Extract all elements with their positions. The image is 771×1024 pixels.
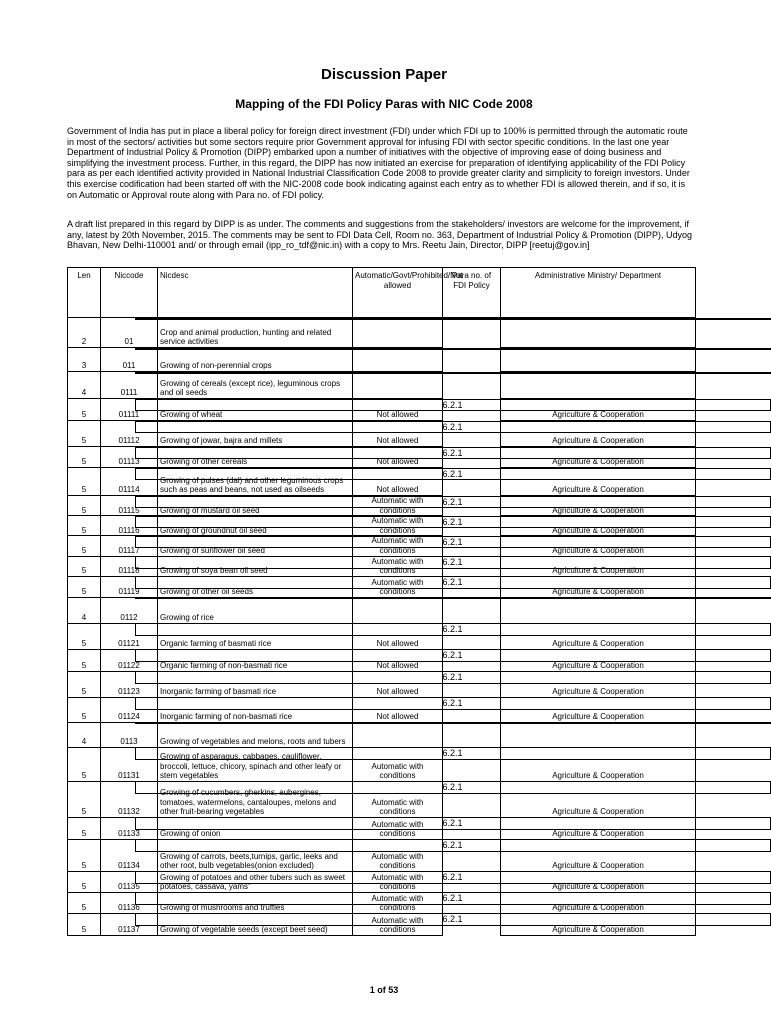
cell-nicdesc: Growing of vegetables and melons, roots and tubers: [158, 722, 353, 747]
cell-department: [501, 597, 696, 623]
cell-len: 5: [68, 576, 101, 597]
cell-para: 6.2.1: [135, 913, 771, 926]
cell-status: Not allowed: [353, 623, 443, 649]
table-row: [68, 697, 696, 722]
cell-department: Agriculture & Cooperation: [501, 623, 696, 649]
cell-len: 5: [68, 468, 101, 496]
cell-niccode: 01123: [101, 671, 158, 697]
cell-department: Agriculture & Cooperation: [501, 781, 696, 817]
page-title: Discussion Paper: [321, 66, 447, 83]
cell-len: 5: [68, 399, 101, 421]
cell-niccode: 01119: [101, 576, 158, 597]
cell-department: Agriculture & Cooperation: [501, 536, 696, 556]
cell-len: 5: [68, 817, 101, 839]
cell-nicdesc: Growing of cucumbers, gherkins, aubergines, tomatoes, watermelons, cantaloupes, melons and other fruit-bearing vegetables: [158, 781, 353, 817]
cell-department: [501, 318, 696, 348]
cell-status: Not allowed: [353, 421, 443, 447]
cell-len: 5: [68, 649, 101, 671]
header-department: Administrative Ministry/ Department: [501, 268, 696, 318]
cell-status: Not allowed: [353, 447, 443, 468]
cell-niccode: 01114: [101, 468, 158, 496]
cell-len: 5: [68, 892, 101, 913]
cell-len: 5: [68, 671, 101, 697]
cell-niccode: 01115: [101, 496, 158, 516]
header-para: Para no. of FDI Policy: [443, 268, 501, 318]
cell-niccode: 01124: [101, 697, 158, 722]
cell-niccode: 01112: [101, 421, 158, 447]
cell-department: Agriculture & Cooperation: [501, 671, 696, 697]
cell-status: Automatic with conditions: [353, 892, 443, 913]
cell-status: Automatic with conditions: [353, 781, 443, 817]
cell-nicdesc: Organic farming of basmati rice: [158, 623, 353, 649]
cell-department: Agriculture & Cooperation: [501, 649, 696, 671]
cell-niccode: 01137: [101, 913, 158, 935]
cell-department: Agriculture & Cooperation: [501, 839, 696, 871]
cell-status: Automatic with conditions: [353, 516, 443, 536]
table-row: [68, 468, 696, 496]
cell-para: 6.2.1: [135, 817, 771, 830]
cell-para: 6.2.1: [135, 496, 771, 509]
table-row: [68, 649, 696, 671]
cell-len: 5: [68, 747, 101, 781]
cell-nicdesc: Growing of cereals (except rice), leguminous crops and oil seeds: [158, 372, 353, 399]
table-header-row: [68, 268, 696, 318]
cell-nicdesc: Crop and animal production, hunting and related service activities: [158, 318, 353, 348]
cell-nicdesc: Growing of jowar, bajra and millets: [158, 421, 353, 447]
cell-niccode: 01117: [101, 536, 158, 556]
cell-len: 5: [68, 697, 101, 722]
cell-para: 6.2.1: [135, 671, 771, 684]
cell-len: 5: [68, 556, 101, 576]
header-nicdesc: Nicdesc: [158, 268, 353, 318]
cell-niccode: 011: [101, 348, 158, 372]
cell-nicdesc: Growing of rice: [158, 597, 353, 623]
cell-niccode: 01: [101, 318, 158, 348]
cell-department: [501, 372, 696, 399]
cell-department: Agriculture & Cooperation: [501, 576, 696, 597]
cell-len: 5: [68, 623, 101, 649]
table-row: [68, 447, 696, 468]
cell-len: 5: [68, 839, 101, 871]
cell-nicdesc: Growing of potatoes and other tubers such as sweet potatoes, cassava, yams": [158, 871, 353, 892]
cell-status: Not allowed: [353, 671, 443, 697]
cell-nicdesc: Organic farming of non-basmati rice: [158, 649, 353, 671]
cell-para: [135, 372, 771, 374]
cell-len: 5: [68, 536, 101, 556]
cell-len: 4: [68, 372, 101, 399]
cell-para: 6.2.1: [135, 623, 771, 636]
cell-len: 3: [68, 348, 101, 372]
header-len: Len: [68, 268, 101, 318]
cell-para: 6.2.1: [135, 447, 771, 460]
cell-status: Not allowed: [353, 399, 443, 421]
cell-nicdesc: Growing of vegetable seeds (except beet seed): [158, 913, 353, 935]
cell-niccode: 01132: [101, 781, 158, 817]
table-row: [68, 421, 696, 447]
cell-department: Agriculture & Cooperation: [501, 556, 696, 576]
cell-status: Automatic with conditions: [353, 839, 443, 871]
cell-status: Automatic with conditions: [353, 556, 443, 576]
cell-para: 6.2.1: [135, 576, 771, 589]
cell-status: [353, 372, 443, 399]
cell-status: Automatic with conditions: [353, 817, 443, 839]
cell-nicdesc: Growing of groundnut oil seed: [158, 516, 353, 536]
cell-para: 6.2.1: [135, 399, 771, 412]
cell-department: Agriculture & Cooperation: [501, 913, 696, 935]
cell-department: Agriculture & Cooperation: [501, 421, 696, 447]
cell-len: 5: [68, 496, 101, 516]
table-row: [68, 722, 696, 747]
cell-status: Not allowed: [353, 468, 443, 496]
cell-para: 6.2.1: [135, 839, 771, 852]
cell-department: Agriculture & Cooperation: [501, 516, 696, 536]
cell-para: 6.2.1: [135, 697, 771, 710]
cell-department: Agriculture & Cooperation: [501, 697, 696, 722]
cell-department: [501, 348, 696, 372]
cell-niccode: 01131: [101, 747, 158, 781]
table-row: [68, 892, 696, 913]
cell-status: Not allowed: [353, 649, 443, 671]
table-row: [68, 623, 696, 649]
cell-department: [501, 722, 696, 747]
cell-len: 5: [68, 421, 101, 447]
cell-para: 6.2.1: [135, 516, 771, 529]
cell-para: 6.2.1: [135, 747, 771, 760]
cell-nicdesc: Inorganic farming of non-basmati rice: [158, 697, 353, 722]
cell-len: 4: [68, 722, 101, 747]
cell-len: 5: [68, 516, 101, 536]
cell-niccode: 01121: [101, 623, 158, 649]
cell-para: [135, 348, 771, 350]
cell-niccode: 01122: [101, 649, 158, 671]
cell-niccode: 01118: [101, 556, 158, 576]
cell-nicdesc: Growing of other oil seeds: [158, 576, 353, 597]
cell-niccode: 0111: [101, 372, 158, 399]
header-status: Automatic/Govt/Prohibited/Not allowed: [353, 268, 443, 318]
cell-department: Agriculture & Cooperation: [501, 468, 696, 496]
table-row: [68, 781, 696, 817]
cell-niccode: 01135: [101, 871, 158, 892]
page-number: 1 of 53: [369, 985, 399, 995]
cell-para: 6.2.1: [135, 649, 771, 662]
cell-len: 5: [68, 913, 101, 935]
cell-niccode: 0113: [101, 722, 158, 747]
cell-para: 6.2.1: [135, 468, 771, 481]
cell-para: [135, 722, 771, 724]
cell-department: Agriculture & Cooperation: [501, 447, 696, 468]
cell-nicdesc: Growing of soya bean oil seed: [158, 556, 353, 576]
cell-nicdesc: Growing of mustard oil seed: [158, 496, 353, 516]
cell-len: 5: [68, 447, 101, 468]
cell-nicdesc: Growing of carrots, beets,turnips, garlic, leeks and other root, bulb vegetables(onion excluded): [158, 839, 353, 871]
cell-nicdesc: Growing of sunflower oil seed: [158, 536, 353, 556]
table-row: [68, 556, 696, 576]
cell-status: Automatic with conditions: [353, 536, 443, 556]
cell-len: 5: [68, 781, 101, 817]
cell-department: Agriculture & Cooperation: [501, 817, 696, 839]
table-row: [68, 747, 696, 781]
table-row: [68, 817, 696, 839]
cell-len: 2: [68, 318, 101, 348]
cell-para: [135, 597, 771, 599]
cell-para: 6.2.1: [135, 892, 771, 905]
cell-niccode: 0112: [101, 597, 158, 623]
cell-nicdesc: Growing of pulses (dal) and other leguminous crops such as peas and beans, not used as oilseeds: [158, 468, 353, 496]
cell-len: 5: [68, 871, 101, 892]
table-row: [68, 496, 696, 516]
table-row: [68, 372, 696, 399]
header-niccode: Niccode: [101, 268, 158, 318]
table-row: [68, 839, 696, 871]
cell-status: Automatic with conditions: [353, 913, 443, 935]
table-row: [68, 536, 696, 556]
cell-status: Automatic with conditions: [353, 496, 443, 516]
page-subtitle: Mapping of the FDI Policy Paras with NIC Code 2008: [235, 97, 533, 111]
cell-para: [135, 318, 771, 320]
table-row: [68, 597, 696, 623]
cell-nicdesc: Growing of mushrooms and truffles: [158, 892, 353, 913]
cell-department: Agriculture & Cooperation: [501, 747, 696, 781]
nic-mapping-table: [67, 267, 696, 936]
table-row: [68, 399, 696, 421]
cell-len: 4: [68, 597, 101, 623]
cell-niccode: 01133: [101, 817, 158, 839]
draft-list-paragraph: A draft list prepared in this regard by DIPP is as under. The comments and suggestions from the stakeholders/ investors are welcome for the improvement, if any, latest by 20th November, 2015. The comments may be sent to FDI Data Cell, Room no. 363, Department of Industrial Policy & Promotion (DIPP), Udyog Bhavan, New Delhi-110001 and/ or through email (ipp_ro_tdf@nic.in) with a copy to Mrs. Reetu Jain, Director, DIPP [reetuj@gov.in]: [67, 219, 692, 251]
cell-para: 6.2.1: [135, 536, 771, 549]
cell-para: 6.2.1: [135, 781, 771, 794]
table-row: [68, 913, 696, 935]
table-row: [68, 318, 696, 348]
intro-paragraph: Government of India has put in place a liberal policy for foreign direct investment (FDI) under which FDI up to 100% is permitted through the automatic route in most of the sectors/ activities but some sectors require prior Government approval for infusing FDI with sector specific conditions. In the last one year Department of Industrial Policy & Promotion (DIPP) embarked upon a number of initiatives with the objective of improving ease of doing business and simplifying the investment process. Further, in this regard, the DIPP has now initiated an exercise for preparation of identifying applicability of the FDI Policy para as per each identified activity provided in National Industrial Classification Code 2008 to provide greater clarity and simplicity to foreign investors. Under this exercise codification had been started off with the NIC-2008 code book indicating against each entry as to whether FDI is allowed therein, and if so, it is on Automatic or Approval route along with Para no. of FDI policy.: [67, 126, 690, 200]
table-row: [68, 671, 696, 697]
cell-nicdesc: Growing of wheat: [158, 399, 353, 421]
table-row: [68, 576, 696, 597]
cell-para: 6.2.1: [135, 871, 771, 884]
cell-department: Agriculture & Cooperation: [501, 871, 696, 892]
cell-department: Agriculture & Cooperation: [501, 399, 696, 421]
cell-para: 6.2.1: [135, 421, 771, 434]
table-row: [68, 348, 696, 372]
cell-niccode: 01134: [101, 839, 158, 871]
cell-nicdesc: Growing of non-perennial crops: [158, 348, 353, 372]
cell-niccode: 01116: [101, 516, 158, 536]
cell-nicdesc: Growing of asparagus, cabbages, cauliflower, broccoli, lettuce, chicory, spinach and other leafy or stem vegetables: [158, 747, 353, 781]
cell-status: Automatic with conditions: [353, 747, 443, 781]
table-body: [68, 318, 696, 936]
cell-status: Automatic with conditions: [353, 871, 443, 892]
cell-status: [353, 597, 443, 623]
cell-niccode: 01113: [101, 447, 158, 468]
cell-status: [353, 318, 443, 348]
table-row: [68, 516, 696, 536]
table-row: [68, 871, 696, 892]
cell-niccode: 01111: [101, 399, 158, 421]
cell-status: Automatic with conditions: [353, 576, 443, 597]
cell-nicdesc: Inorganic farming of basmati rice: [158, 671, 353, 697]
cell-status: [353, 722, 443, 747]
cell-status: Not allowed: [353, 697, 443, 722]
cell-nicdesc: Growing of onion: [158, 817, 353, 839]
cell-department: Agriculture & Cooperation: [501, 892, 696, 913]
cell-niccode: 01136: [101, 892, 158, 913]
cell-nicdesc: Growing of other cereals: [158, 447, 353, 468]
cell-status: [353, 348, 443, 372]
cell-para: 6.2.1: [135, 556, 771, 569]
cell-department: Agriculture & Cooperation: [501, 496, 696, 516]
